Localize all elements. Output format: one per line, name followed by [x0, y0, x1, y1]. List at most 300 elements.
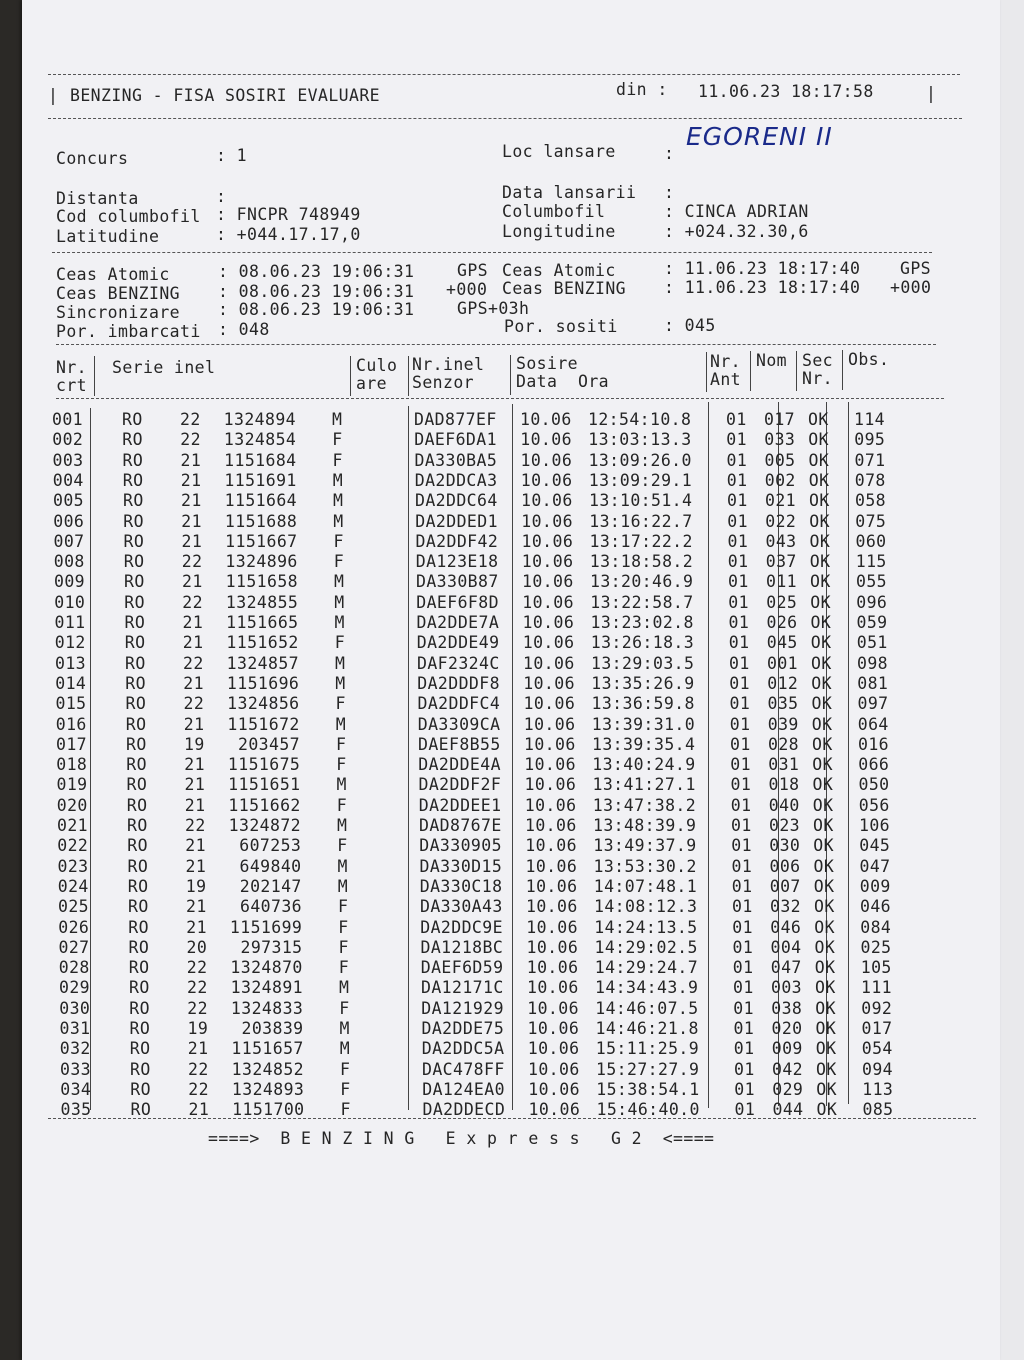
cell-obs: 084	[860, 917, 892, 937]
cell-country: RO	[123, 491, 144, 511]
cell-country: RO	[124, 613, 146, 632]
cell-sex: M	[335, 653, 346, 673]
cell-nr: 020	[56, 795, 88, 815]
cell-senzor: DA330B87	[416, 572, 499, 592]
cell-sec: OK	[816, 1100, 838, 1120]
cell-ant: 01	[726, 430, 747, 450]
cell-data: 10.06	[523, 694, 576, 714]
cell-nr: 022	[57, 836, 89, 856]
cell-ring: 1151651	[228, 775, 301, 795]
cell-ant: 01	[730, 795, 752, 815]
cell-ant: 01	[733, 978, 754, 998]
cell-nr: 023	[57, 856, 89, 876]
cell-ring: 1151652	[226, 633, 299, 653]
cell-ring: 203839	[241, 1019, 304, 1038]
cell-ora: 13:03:13.3	[588, 430, 692, 450]
cell-ant: 01	[731, 876, 753, 896]
cell-data: 10.06	[522, 633, 575, 653]
ceas-atomic-value: : 08.06.23 19:06:31	[218, 262, 415, 281]
table-row	[22, 980, 1022, 1000]
table-row	[22, 734, 1022, 757]
cell-sex: F	[333, 552, 345, 572]
cell-obs: 056	[858, 795, 890, 815]
cell-data: 10.06	[528, 1100, 581, 1120]
cell-ring: 1324872	[228, 816, 301, 835]
header-bar: |	[48, 86, 59, 105]
cell-country: RO	[122, 430, 143, 450]
cell-ora: 13:17:22.2	[589, 531, 693, 551]
cell-sex: F	[338, 937, 349, 957]
cell-data: 10.06	[527, 1019, 580, 1038]
divider	[56, 344, 936, 345]
footer-banner: ====> B E N Z I N G E x p r e s s G 2 <====	[208, 1129, 715, 1148]
divider	[56, 398, 944, 399]
cell-country: RO	[128, 917, 149, 937]
cell-year: 22	[187, 998, 208, 1018]
cell-ring: 202147	[239, 876, 302, 896]
cell-nr: 025	[58, 897, 90, 917]
cell-ora: 12:54:10.8	[588, 410, 692, 429]
cell-ant: 01	[727, 531, 749, 551]
cell-country: RO	[125, 653, 146, 673]
cell-nom: 001	[767, 653, 799, 673]
cell-ring: 1151667	[225, 531, 298, 551]
col-separator	[706, 352, 707, 392]
cell-nr: 019	[56, 775, 88, 795]
concurs-label: Concurs	[56, 149, 129, 168]
cell-data: 10.06	[526, 937, 579, 957]
por-sositi-label: Por. sositi	[504, 317, 618, 336]
cell-sec: OK	[808, 450, 830, 470]
cell-ant: 01	[733, 1039, 755, 1059]
cod-label: Cod columbofil	[56, 207, 201, 226]
cell-ant: 01	[727, 511, 748, 531]
cell-obs: 058	[855, 491, 887, 511]
cell-year: 22	[181, 552, 203, 572]
cell-senzor: DA330D15	[419, 856, 503, 876]
cell-ant: 01	[732, 937, 754, 957]
cell-nom: 035	[767, 694, 799, 714]
cell-ring: 1151700	[232, 1100, 305, 1120]
cell-country: RO	[126, 775, 148, 795]
cell-ora: 14:46:07.5	[595, 998, 699, 1018]
cell-sec: OK	[810, 633, 832, 653]
cell-sec: OK	[815, 998, 836, 1018]
divider	[48, 74, 960, 75]
cell-sec: OK	[814, 897, 835, 917]
cell-nr: 002	[52, 430, 84, 450]
col-separator	[408, 356, 409, 396]
cell-year: 21	[185, 836, 206, 856]
cell-nr: 018	[56, 755, 88, 775]
divider	[48, 1118, 976, 1119]
cell-nr: 009	[54, 572, 86, 592]
cell-senzor: DAD8767E	[419, 816, 502, 835]
cell-ora: 13:16:22.7	[589, 511, 693, 531]
cell-sex: F	[336, 734, 347, 754]
cell-sex: F	[337, 836, 348, 856]
cell-ring: 1151699	[229, 917, 303, 937]
cell-nr: 014	[55, 673, 87, 693]
cell-ora: 14:29:02.5	[594, 937, 698, 957]
columbofil-label: Columbofil	[502, 202, 606, 221]
cell-ring: 1324857	[226, 653, 299, 673]
table-row	[22, 757, 1022, 777]
cell-nr: 016	[55, 714, 87, 734]
cell-ring: 1151688	[224, 511, 298, 531]
cell-nom: 020	[771, 1019, 803, 1038]
cell-ant: 01	[734, 1079, 755, 1099]
cell-year: 22	[183, 694, 205, 714]
printout-sheet	[22, 0, 1000, 1360]
table-row	[22, 696, 1022, 716]
table-row	[22, 899, 1022, 919]
table-row	[22, 574, 1022, 594]
cod-value: : FNCPR 748949	[216, 205, 361, 224]
col-culo2-header: are	[356, 374, 388, 393]
cell-obs: 025	[860, 937, 892, 957]
cell-year: 22	[185, 816, 206, 835]
cell-senzor: DA2DDC64	[415, 491, 498, 511]
table-row	[22, 412, 1022, 432]
cell-ring: 297315	[240, 937, 303, 957]
cell-sec: OK	[811, 714, 833, 734]
cell-ring: 1324856	[227, 694, 300, 714]
cell-senzor: DAD877EF	[414, 410, 497, 429]
col-separator	[510, 355, 511, 395]
cell-sex: F	[334, 633, 346, 653]
cell-ring: 649840	[239, 856, 302, 876]
cell-year: 19	[187, 1019, 209, 1038]
cell-year: 21	[182, 613, 204, 632]
cell-nom: 007	[769, 876, 801, 896]
cell-ora: 13:41:27.1	[592, 775, 696, 795]
cell-nom: 021	[765, 491, 797, 511]
cell-nom: 031	[768, 755, 800, 775]
cell-nr: 011	[54, 613, 86, 632]
cell-data: 10.06	[521, 531, 574, 551]
cell-data: 10.06	[524, 795, 577, 815]
cell-senzor: DA124EA0	[422, 1079, 505, 1099]
cell-ring: 1151662	[228, 795, 301, 815]
cell-obs: 105	[860, 958, 892, 978]
cell-senzor: DA123E18	[415, 552, 499, 572]
table-row	[22, 1021, 1022, 1041]
col-sec-header: Sec	[802, 351, 834, 370]
cell-country: RO	[126, 795, 148, 815]
cell-nom: 039	[767, 714, 799, 734]
cell-ring: 1324833	[230, 998, 304, 1018]
cell-ant: 01	[728, 592, 749, 612]
cell-ant: 01	[729, 714, 751, 734]
cell-ring: 1151684	[224, 450, 297, 470]
cell-country: RO	[129, 1019, 151, 1038]
cell-nr: 013	[55, 653, 87, 673]
cell-sec: OK	[812, 734, 833, 754]
cell-senzor: DA330905	[419, 836, 502, 856]
cell-country: RO	[124, 572, 145, 592]
cell-country: RO	[127, 836, 148, 856]
cell-obs: 017	[861, 1019, 893, 1038]
cell-ora: 13:09:29.1	[588, 470, 693, 490]
cell-sec: OK	[812, 755, 833, 775]
cell-senzor: DAEF8B55	[418, 734, 501, 754]
cell-obs: 085	[862, 1100, 894, 1120]
cell-sec: OK	[808, 430, 829, 450]
cell-nom: 004	[770, 937, 802, 957]
cell-sec: OK	[809, 531, 831, 551]
cell-sex: F	[340, 1079, 351, 1099]
cell-nom: 032	[770, 897, 802, 917]
cell-ring: 1151664	[224, 491, 297, 511]
cell-country: RO	[123, 531, 145, 551]
cell-year: 21	[183, 673, 204, 693]
cell-obs: 078	[854, 470, 886, 490]
cell-ring: 1151665	[226, 613, 299, 632]
cell-ant: 01	[729, 653, 750, 673]
cell-ora: 13:18:58.2	[589, 552, 694, 572]
cell-sex: F	[339, 998, 350, 1018]
cell-obs: 081	[857, 673, 889, 693]
cell-country: RO	[129, 1039, 151, 1059]
ceas-atomic2-suffix: GPS	[900, 259, 932, 278]
cell-senzor: DAF2324C	[417, 653, 500, 673]
cell-year: 21	[182, 572, 203, 592]
cell-ora: 13:09:26.0	[588, 450, 692, 470]
cell-nr: 006	[53, 511, 85, 531]
table-row	[22, 432, 1022, 452]
cell-obs: 098	[857, 653, 889, 673]
cell-sec: OK	[811, 673, 832, 693]
concurs-value: : 1	[216, 146, 248, 165]
col-secnr-header: Nr.	[802, 369, 834, 388]
cell-data: 10.06	[523, 673, 575, 693]
cell-ant: 01	[730, 775, 752, 795]
cell-ant: 01	[734, 1100, 756, 1120]
table-row	[22, 856, 1022, 879]
cell-sec: OK	[811, 653, 832, 673]
col-separator	[796, 351, 797, 391]
data-lansarii-value: :	[664, 183, 675, 202]
table-row	[22, 511, 1022, 534]
cell-country: RO	[127, 816, 148, 835]
cell-data: 10.06	[526, 958, 579, 978]
cell-ora: 13:48:39.9	[593, 816, 697, 835]
por-sositi-value: : 045	[664, 316, 716, 335]
ceas-benzing2-label: Ceas BENZING	[502, 279, 627, 298]
cell-year: 21	[186, 917, 207, 937]
cell-data: 10.06	[525, 816, 577, 835]
sincronizare-label: Sincronizare	[56, 303, 181, 322]
table-row	[22, 615, 1022, 635]
cell-country: RO	[128, 958, 150, 978]
table-row	[22, 876, 1022, 899]
cell-data: 10.06	[523, 653, 575, 673]
table-row	[22, 917, 1022, 940]
cell-senzor: DA330BA5	[414, 450, 498, 470]
cell-country: RO	[127, 876, 149, 896]
cell-ora: 13:47:38.2	[592, 795, 697, 815]
cell-country: RO	[124, 592, 145, 612]
table-row	[22, 635, 1022, 655]
cell-ora: 13:49:37.9	[593, 836, 697, 856]
table-row	[22, 777, 1022, 797]
table-row	[22, 1059, 1022, 1082]
cell-senzor: DA3309CA	[417, 714, 501, 734]
cell-nr: 004	[52, 470, 84, 490]
cell-ora: 15:46:40.0	[596, 1100, 700, 1120]
cell-data: 10.06	[521, 552, 574, 572]
cell-ora: 13:36:59.8	[591, 694, 695, 714]
cell-senzor: DAEF6DA1	[414, 430, 497, 450]
cell-sex: F	[340, 1100, 351, 1120]
cell-data: 10.06	[524, 755, 576, 775]
cell-ora: 14:46:21.8	[595, 1019, 699, 1038]
col-separator	[94, 356, 95, 396]
cell-year: 21	[184, 775, 206, 795]
cell-ring: 607253	[239, 836, 302, 856]
table-row	[22, 818, 1022, 838]
cell-data: 10.06	[525, 856, 578, 876]
cell-ring: 1324894	[223, 410, 296, 429]
cell-country: RO	[130, 1100, 152, 1120]
cell-year: 21	[181, 531, 203, 551]
cell-data: 10.06	[523, 714, 576, 734]
table-row	[22, 960, 1022, 980]
cell-ant: 01	[732, 917, 753, 937]
cell-country: RO	[129, 998, 150, 1018]
cell-obs: 066	[858, 755, 890, 775]
cell-obs: 059	[856, 613, 888, 632]
cell-sex: M	[339, 978, 350, 998]
long-value: : +024.32.30,6	[664, 222, 809, 241]
cell-obs: 094	[862, 1059, 894, 1079]
cell-ant: 01	[728, 633, 750, 653]
cell-nom: 043	[765, 531, 797, 551]
cell-ora: 14:29:24.7	[594, 958, 699, 978]
cell-sec: OK	[809, 491, 830, 511]
cell-obs: 016	[858, 734, 890, 754]
loc-colon: :	[664, 144, 675, 163]
cell-senzor: DA2DDE75	[421, 1019, 505, 1038]
cell-country: RO	[129, 978, 150, 998]
cell-senzor: DAEF6F8D	[416, 592, 499, 612]
col-sosire-header: Sosire	[516, 354, 579, 373]
cell-data: 10.06	[524, 734, 576, 754]
cell-ora: 13:20:46.9	[590, 572, 694, 592]
cell-data: 10.06	[525, 876, 578, 896]
cell-obs: 113	[862, 1079, 894, 1099]
cell-sex: M	[332, 470, 344, 490]
cell-obs: 009	[859, 876, 891, 896]
cell-ant: 01	[727, 491, 748, 511]
cell-data: 10.06	[526, 917, 578, 937]
cell-senzor: DA2DDCA3	[414, 470, 498, 490]
cell-sec: OK	[816, 1079, 837, 1099]
cell-data: 10.06	[527, 978, 579, 998]
cell-obs: 075	[855, 511, 887, 531]
cell-data: 10.06	[520, 430, 572, 450]
cell-sex: F	[332, 450, 343, 470]
cell-nom: 023	[769, 816, 801, 835]
cell-ring: 1324855	[225, 592, 299, 612]
cell-ant: 01	[732, 897, 753, 917]
cell-nr: 033	[60, 1059, 92, 1079]
cell-senzor: DA330A43	[420, 897, 503, 917]
cell-ora: 15:38:54.1	[596, 1079, 700, 1099]
cell-nr: 012	[54, 633, 86, 653]
cell-obs: 097	[857, 694, 889, 714]
cell-data: 10.06	[528, 1079, 580, 1099]
cell-year: 22	[186, 958, 208, 978]
cell-nom: 022	[765, 511, 797, 531]
cell-obs: 051	[856, 633, 888, 653]
table-row	[22, 673, 1022, 696]
cell-country: RO	[130, 1079, 151, 1099]
cell-sec: OK	[808, 410, 829, 429]
cell-ring: 1324891	[230, 978, 303, 998]
cell-data: 10.06	[527, 998, 579, 1018]
cell-senzor: DA2DDEE1	[418, 795, 502, 815]
cell-data: 10.06	[524, 775, 577, 795]
cell-ant: 01	[734, 1059, 755, 1079]
cell-ring: 1151696	[226, 673, 300, 693]
table-row	[22, 470, 1022, 493]
cell-sex: M	[333, 491, 344, 511]
ceas-atomic2-label: Ceas Atomic	[502, 261, 616, 280]
ceas-benzing-label: Ceas BENZING	[56, 284, 181, 303]
table-row	[22, 592, 1022, 615]
cell-obs: 046	[860, 897, 892, 917]
cell-nom: 025	[766, 592, 798, 612]
cell-nr: 021	[57, 816, 89, 835]
cell-country: RO	[127, 856, 149, 876]
table-row	[22, 493, 1022, 513]
cell-country: RO	[125, 694, 147, 714]
cell-ant: 01	[731, 856, 753, 876]
table-row	[22, 714, 1022, 737]
cell-sec: OK	[810, 613, 832, 632]
cell-year: 21	[186, 897, 207, 917]
cell-sec: OK	[816, 1059, 837, 1079]
cell-data: 10.06	[528, 1059, 580, 1079]
cell-ora: 15:11:25.9	[595, 1039, 700, 1059]
cell-nom: 037	[765, 552, 797, 572]
cell-sec: OK	[813, 836, 834, 856]
cell-sec: OK	[815, 1019, 837, 1038]
cell-sex: F	[335, 694, 346, 714]
cell-sec: OK	[809, 552, 831, 572]
cell-ring: 1324852	[231, 1059, 304, 1079]
cell-obs: 071	[854, 450, 886, 470]
cell-country: RO	[125, 714, 147, 734]
cell-country: RO	[126, 734, 147, 754]
cell-senzor: DA2DDE49	[416, 633, 500, 653]
cell-obs: 096	[856, 592, 888, 612]
header-din-value: 11.06.23 18:17:58	[698, 82, 874, 101]
cell-ant: 01	[728, 613, 750, 632]
cell-sex: F	[336, 795, 348, 815]
cell-senzor: DAEF6D59	[420, 958, 504, 978]
cell-year: 22	[183, 653, 204, 673]
cell-sex: M	[333, 511, 344, 531]
cell-sec: OK	[815, 978, 836, 998]
cell-country: RO	[123, 511, 144, 531]
cell-obs: 047	[859, 856, 891, 876]
cell-senzor: DA1218BC	[420, 937, 504, 957]
cell-year: 22	[188, 1059, 209, 1079]
table-row	[22, 998, 1022, 1021]
